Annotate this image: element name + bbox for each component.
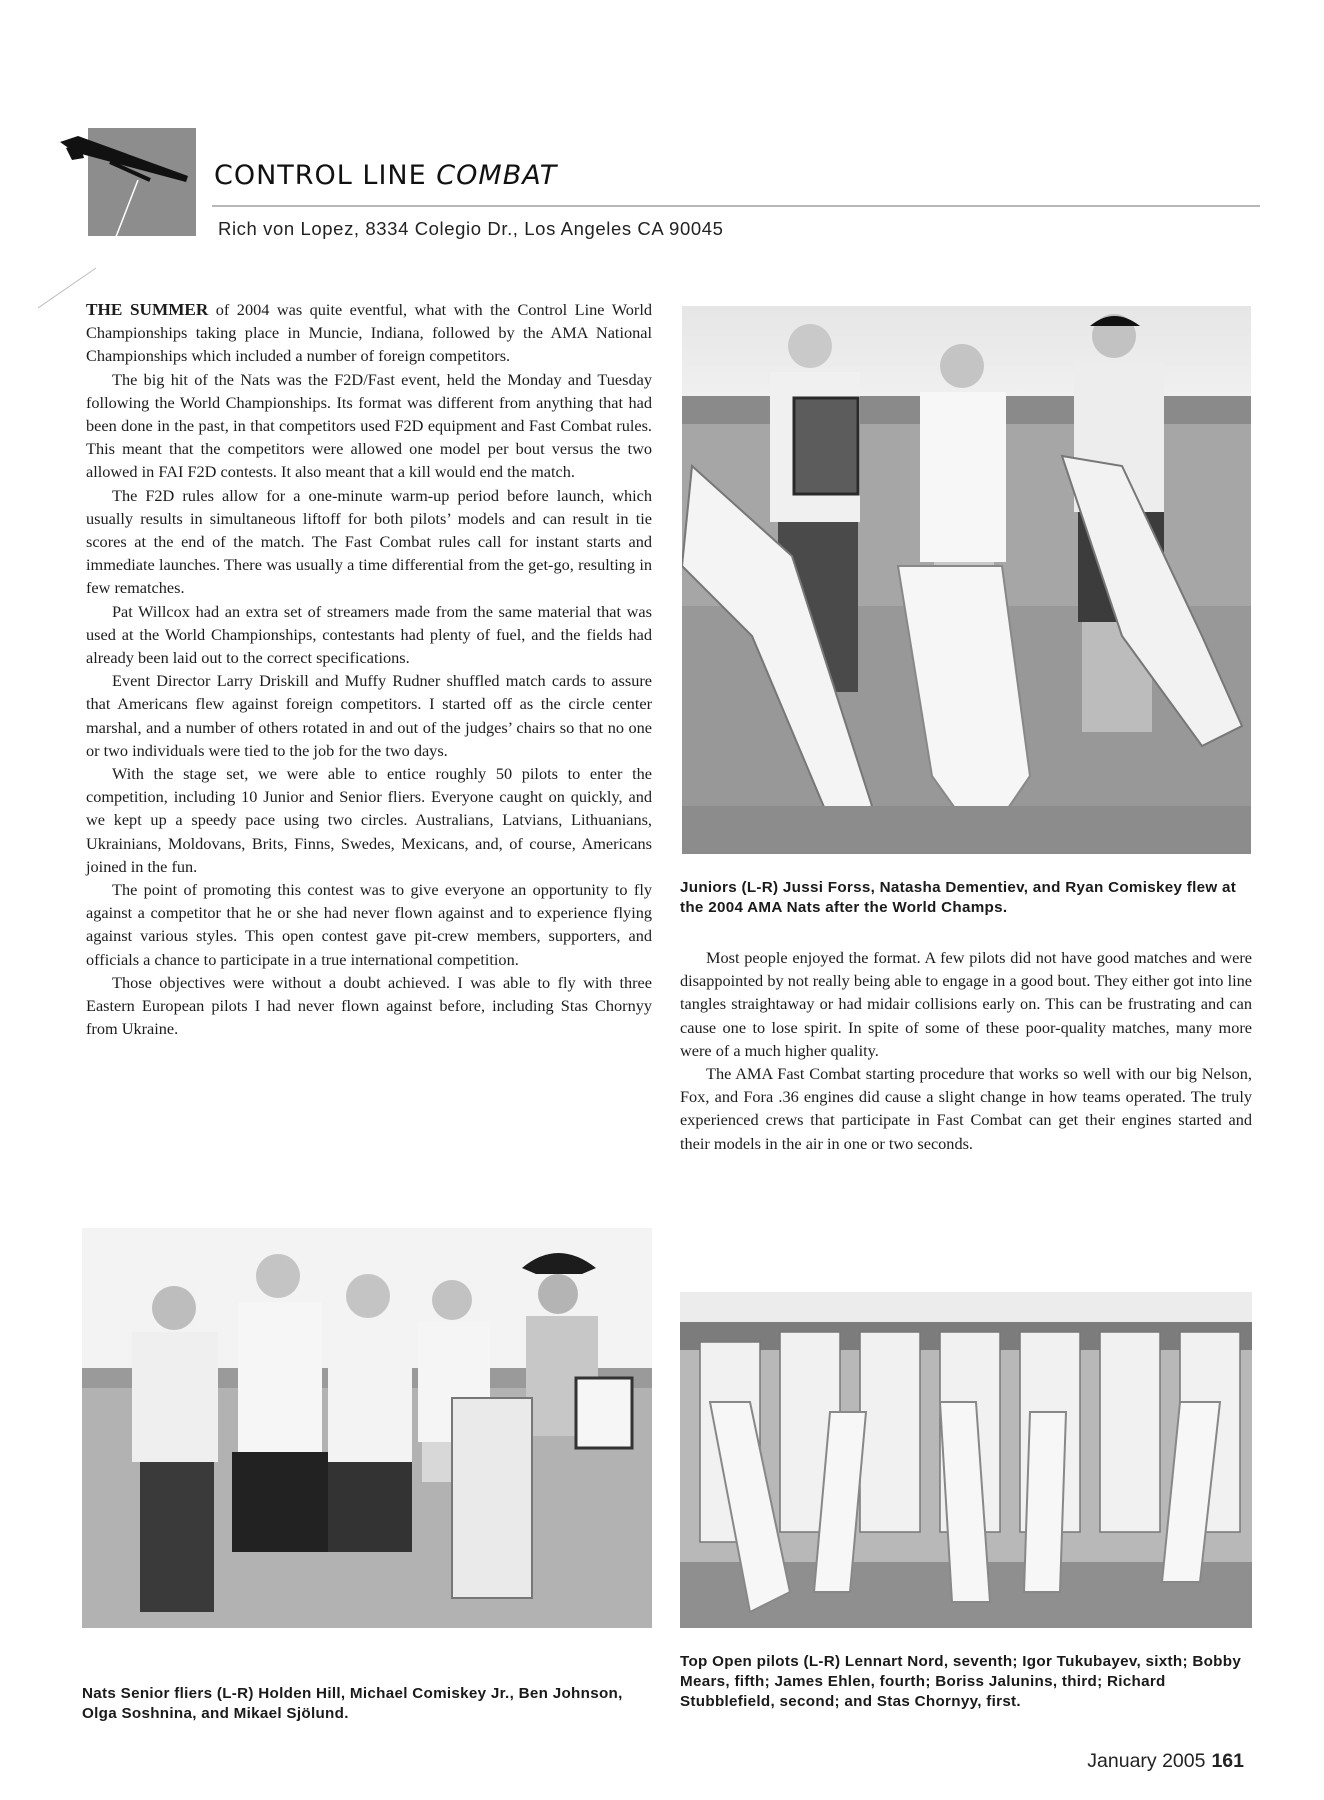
article-paragraph: Those objectives were without a doubt achieved. I was able to fly with three Eastern European pilots I had never flown against before, including Stas Chornyy from Ukraine. xyxy=(86,972,652,1039)
article-right-column xyxy=(680,946,1252,1155)
article-paragraph: The AMA Fast Combat starting procedure that works so well with our big Nelson, Fox, and Fora .36 engines did cause a slight change in how teams operated. The truly experienced crews that participate in Fast Combat can get their engines started and their models in the air in one or two seconds. xyxy=(680,1064,1252,1153)
issue-date: January 2005 xyxy=(1087,1750,1206,1772)
article-left-column xyxy=(86,298,652,1041)
article-paragraph: THE SUMMER of 2004 was quite eventful, what with the Control Line World Championships taking place in Muncie, Indiana, followed by the AMA National Championships which included a number of foreign competitors. xyxy=(86,300,652,366)
lead-in: THE SUMMER xyxy=(86,300,209,319)
page-folio xyxy=(1087,1750,1244,1773)
article-paragraph: Event Director Larry Driskill and Muffy Rudner shuffled match cards to assure that Americans flew against foreign competitors. I started off as the circle center marshal, and a number of others rotated in and out of the judges’ chairs so that no one or two individuals were tied to the job for the two days. xyxy=(86,671,652,760)
seniors-caption: Nats Senior fliers (L-R) Holden Hill, Michael Comiskey Jr., Ben Johnson, Olga Soshnina, and Mikael Sjölund. xyxy=(82,1685,623,1722)
header-divider xyxy=(212,205,1260,207)
article-paragraph: The F2D rules allow for a one-minute warm-up period before launch, which usually results in simultaneous liftoff for both pilots’ models and can result in tie scores at the end of the match. The Fast Combat rules call for instant starts and immediate launches. There was usually a time differential from the get-go, resulting in few rematches. xyxy=(86,485,652,598)
section-title xyxy=(214,160,557,191)
article-paragraph: Pat Willcox had an extra set of streamers made from the same material that was used at the World Championships, contestants had plenty of fuel, and the fields had already been laid out to the correct specifications. xyxy=(86,601,652,668)
seniors-photo xyxy=(82,1228,652,1628)
juniors-photo xyxy=(682,306,1251,854)
article-paragraph: The point of promoting this contest was to give everyone an opportunity to fly against a competitor that he or she had never flown against and to experience flying against various styles. This open contest gave pit-crew members, supporters, and officials a chance to participate in a true international competition. xyxy=(86,880,652,969)
author-line: Rich von Lopez, 8334 Colegio Dr., Los Angeles CA 90045 xyxy=(218,218,724,239)
juniors-caption: Juniors (L-R) Jussi Forss, Natasha Dementiev, and Ryan Comiskey flew at the 2004 AMA Nats after the World Champs. xyxy=(680,879,1237,916)
open-pilots-photo xyxy=(680,1292,1252,1628)
article-paragraph: Most people enjoyed the format. A few pilots did not have good matches and were disappointed by not really being able to engage in a good bout. They either got into line tangles straightaway or had midair collisions early on. This can be frustrating and can cause one to lose spirit. In spite of some of these poor-quality matches, many more were of a much higher quality. xyxy=(680,948,1252,1060)
open-pilots-caption: Top Open pilots (L-R) Lennart Nord, seventh; Igor Tukubayev, sixth; Bobby Mears, fifth; James Ehlen, fourth; Boriss Jalunins, third; Richard Stubblefield, second; and Stas Chornyy, first. xyxy=(680,1653,1242,1710)
article-paragraph: With the stage set, we were able to entice roughly 50 pilots to enter the competition, including 10 Junior and Senior fliers. Everyone caught on quickly, and we kept up a speedy pace using two circles. Australians, Latvians, Lithuanians, Ukrainians, Moldovans, Brits, Finns, Swedes, Mexicans, and, of course, Americans joined in the fun. xyxy=(86,764,652,876)
page-number: 161 xyxy=(1211,1750,1244,1772)
article-paragraph: The big hit of the Nats was the F2D/Fast event, held the Monday and Tuesday following the World Championships. Its format was different from anything that had been done in the past, in that competitors used F2D equipment and Fast Combat rules. This meant that the competitors were allowed one model per bout versus the two allowed in FAI F2D contests. It also meant that a kill would end the match. xyxy=(86,369,652,482)
combat-plane-icon xyxy=(38,118,218,318)
section-title-italic: COMBAT xyxy=(436,160,558,191)
section-title-main: CONTROL LINE xyxy=(214,160,427,191)
